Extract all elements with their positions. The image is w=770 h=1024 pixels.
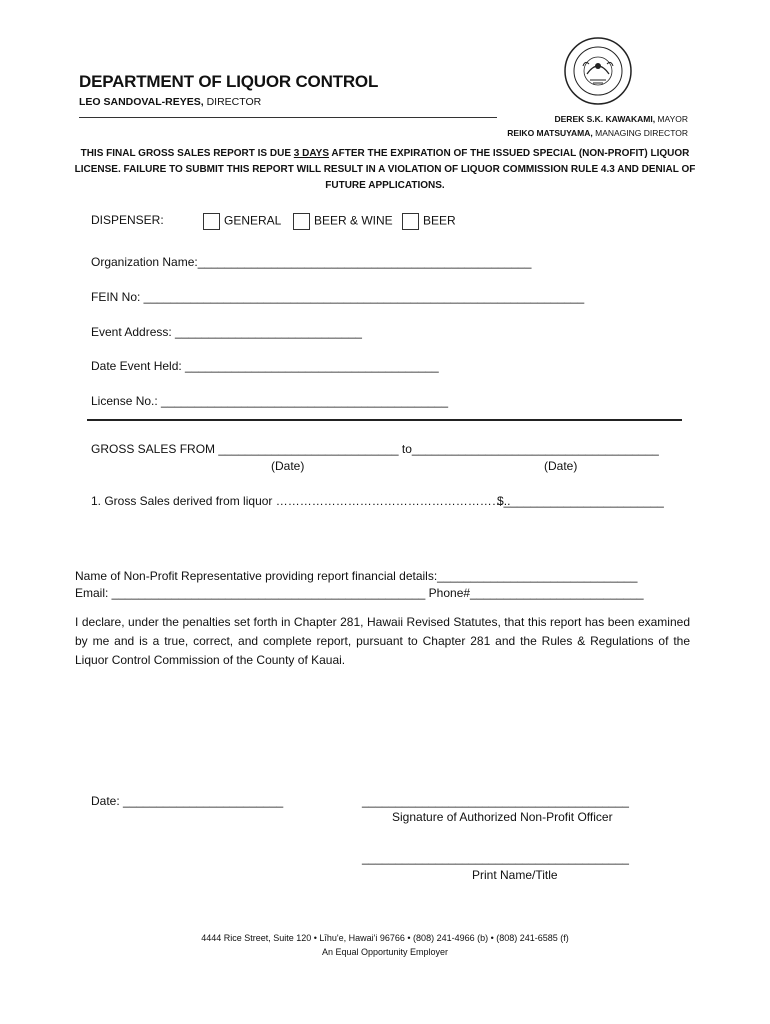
email-phone-field[interactable]: Email: _______________________________________________ Phone#__________________________ [75,586,644,600]
gross-sales-amount-field[interactable]: $________________________ [497,494,664,508]
print-name-caption: Print Name/Title [472,868,558,882]
beer-checkbox[interactable] [402,213,419,230]
dispenser-label: DISPENSER: [91,213,164,227]
report-notice [70,146,700,194]
beer-wine-label: BEER & WINE [314,213,393,228]
officials-block [507,112,688,140]
signature-line[interactable]: ________________________________________ [362,794,629,808]
managing-director-line [507,126,688,140]
dispenser-option-beer[interactable] [402,213,456,230]
date-event-held-field[interactable]: Date Event Held: ______________________________________ [91,359,439,373]
department-title: DEPARTMENT OF LIQUOR CONTROL [79,72,379,91]
header-divider [79,117,497,118]
organization-name-field[interactable]: Organization Name:__________________________________________________ [91,255,532,269]
license-number-field[interactable]: License No.: ___________________________________________ [91,394,449,408]
notice-part2: AFTER THE EXPIRATION OF THE ISSUED SPECIAL (NON-PROFIT) LIQUOR LICENSE. FAILURE TO SUBMIT THIS REPORT WILL RESULT IN A VIOLATION OF LIQUOR COMMISSION RULE 4.3 AND DENIAL OF FUTURE APPLICATIONS. [74,148,696,191]
notice-part1: THIS FINAL GROSS SALES REPORT IS DUE [80,148,294,159]
director-title: DIRECTOR [203,96,262,108]
footer-equal-opportunity: An Equal Opportunity Employer [321,947,449,957]
footer-address: 4444 Rice Street, Suite 120 • Līhu'e, Hawai'i 96766 • (808) 241-4966 (b) • (808) 241-6585 (f) [201,933,569,943]
gross-sales-liquor-item: 1. Gross Sales derived from liquor ………………………………………………….. [91,494,511,508]
beer-wine-checkbox[interactable] [293,213,310,230]
declaration-paragraph: I declare, under the penalties set forth in Chapter 281, Hawaii Revised Statutes, that this report has been examined by me and is a true, correct, and complete report, pursuant to Chapter 281 and the Rules & Regulations of the Liquor Control Commission of the County of Kauai. [75,615,690,667]
managing-director-title: MANAGING DIRECTOR [592,128,688,138]
general-label: GENERAL [224,213,282,228]
mayor-line [507,112,688,126]
date-signature-field[interactable]: Date: ________________________ [91,794,284,808]
dispenser-option-beer-wine[interactable] [293,213,393,230]
notice-due-days: 3 DAYS [293,148,329,159]
county-seal-icon [563,36,633,106]
signature-caption: Signature of Authorized Non-Profit Officer [392,810,613,824]
gross-sales-range-field[interactable]: GROSS SALES FROM ___________________________ to_____________________________________ [91,442,659,456]
director-name: LEO SANDOVAL-REYES, [79,96,204,108]
managing-director-name: REIKO MATSUYAMA, [507,128,593,138]
director-line [79,96,261,108]
fein-field[interactable]: FEIN No: __________________________________________________________________ [91,290,585,304]
mayor-name: DEREK S.K. KAWAKAMI, [554,114,656,124]
representative-name-field[interactable]: Name of Non-Profit Representative providing report financial details:______________________________ [75,569,638,583]
dispenser-option-general[interactable] [203,213,281,230]
print-name-line[interactable]: ________________________________________ [362,851,629,865]
mayor-title: MAYOR [655,114,688,124]
section-divider [87,419,682,421]
event-address-field[interactable]: Event Address: ____________________________ [91,325,362,339]
date-from-caption: (Date) [271,459,305,473]
general-checkbox[interactable] [203,213,220,230]
beer-label: BEER [423,213,456,228]
date-to-caption: (Date) [544,459,578,473]
